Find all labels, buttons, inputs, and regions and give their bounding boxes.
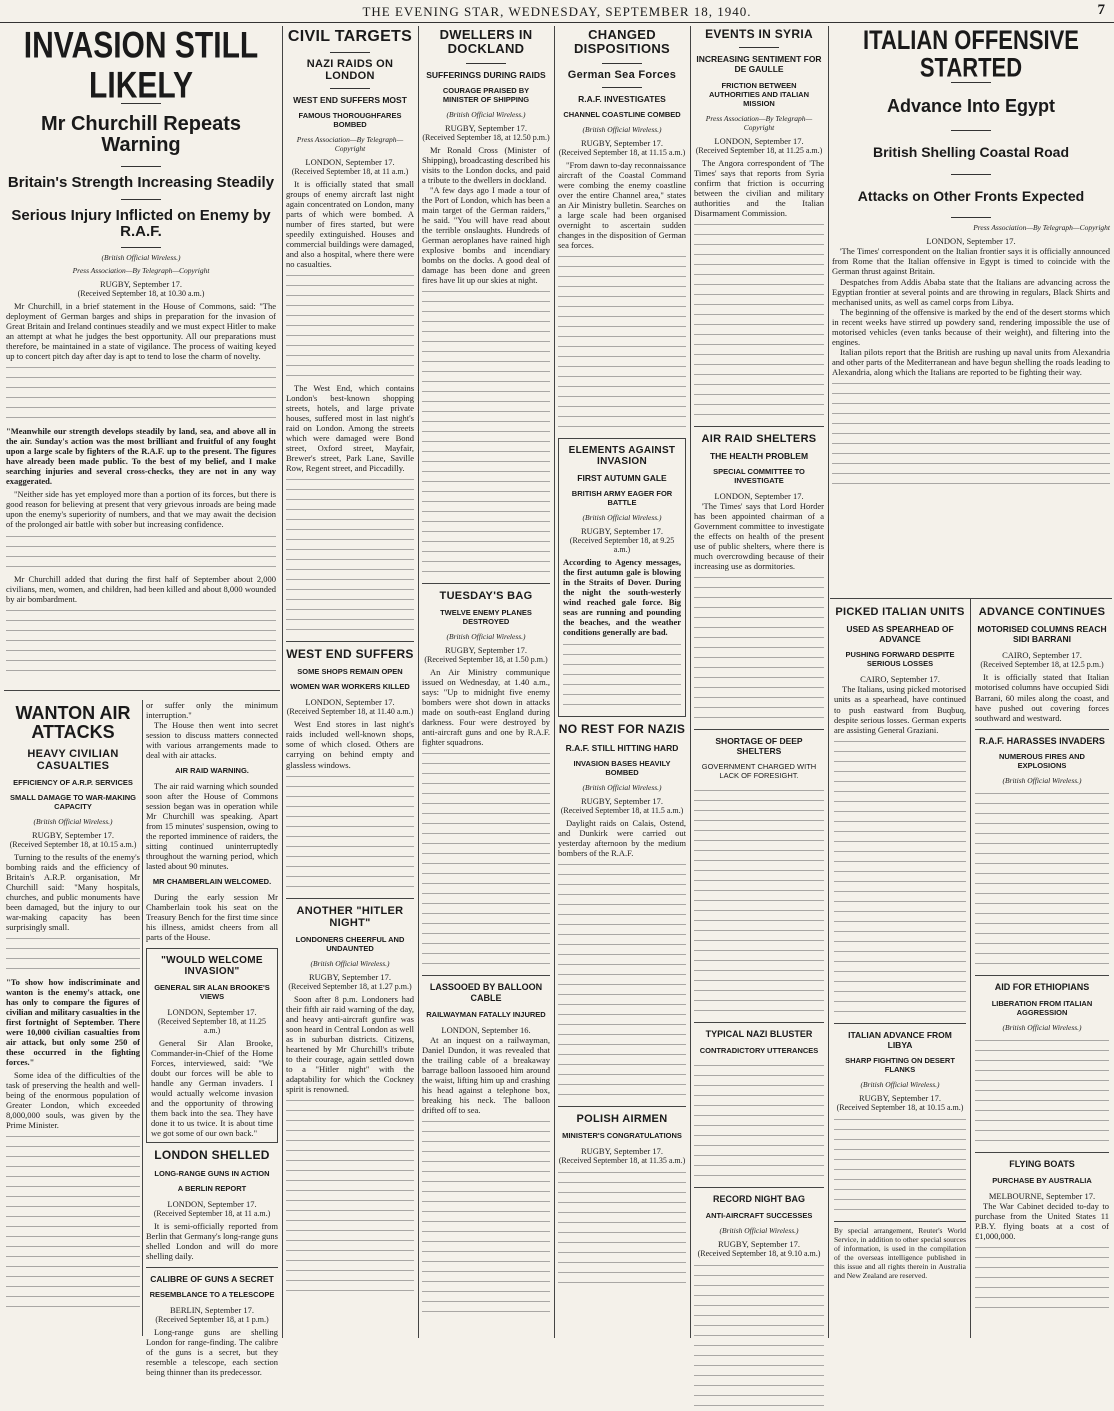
text-lines [834,1115,966,1215]
dateline: RUGBY, September 17. [308,971,391,982]
article-paragraph: General Sir Alan Brooke, Commander-in-Chief of the Home Forces, interviewed, said: "We doubt our forces will be able to handle any German invaders. I would actually welcome invasion and the opportunity of throwing them back into the sea. They have done it to us twice. It is about time we got some of our own back." [151,1038,273,1139]
lead-subheadline: Mr Churchill Repeats Warning [40,113,242,156]
story-subheadline: FAMOUS THOROUGHFARES BOMBED [298,110,402,129]
text-lines [422,1117,550,1317]
divider [146,1267,278,1268]
story-subheadline: ANTI-AIRCRAFT SUCCESSES [705,1211,813,1221]
credit-line: (British Official Wireless.) [101,253,181,263]
story-headline: NO REST FOR NAZIS [558,722,686,737]
article-paragraph: Mr Ronald Cross (Minister of Shipping), broadcasting described his visits to the London docks, and paid a tribute to the dwellers in dockland. [422,144,550,185]
text-lines [286,475,414,635]
divider [739,47,779,48]
dockland-story [422,26,550,1336]
reuters-note: By special arrangement, Reuter's World Service, in addition to other special sources of information, is used in the compilation of the overseas intelligence published in this issue and all rights therein in Australia and New Zealand are reserved. [834,1221,966,1280]
article-paragraph: The air raid warning which sounded soon after the House of Commons session began was in operation while Mr Churchill was speaking. Apart from 15 minutes' suspension, owing to the reported imminence of raiders, the sitting continued uninterruptedly throughout the warning period, which lasted about 90 minutes. [146,781,278,872]
credit-line: Press Association—By Telegraph—Copyright [705,113,813,132]
story-subheadline: SPECIAL COMMITTEE TO INVESTIGATE [713,466,805,485]
text-lines [694,1261,824,1411]
text-lines [558,1168,686,1288]
story-headline: POLISH AIRMEN [576,1112,668,1125]
story-headline: CALIBRE OF GUNS A SECRET [150,1273,274,1284]
story-headline: R.A.F. HARASSES INVADERS [979,735,1105,746]
article-paragraph: Mr Churchill added that during the first half of September about 2,000 civilians, men, women, and children, had been killed and about 8,000 wounded by air bombardment. [6,573,276,604]
text-lines [694,220,824,420]
article-paragraph: The Angora correspondent of 'The Times' says that reports from Syria confirm that friction is occurring between the civilian and military authorities and the Italian Disarmament Commission. [694,157,824,218]
story-headline: AID FOR ETHIOPIANS [994,982,1090,993]
divider [694,1022,824,1023]
page-number: 7 [1097,2,1106,18]
text-lines [975,789,1109,969]
dateline: LONDON, September 16. [441,1024,531,1035]
dateline: LONDON, September 17. [305,697,395,708]
column-rule [554,26,555,1338]
text-lines [6,606,276,676]
divider [975,1152,1109,1153]
dateline: LONDON, September 17. [714,490,804,501]
received-line: (Received September 18, at 10.15 a.m.) [836,1102,964,1112]
credit-line: (British Official Wireless.) [1002,1023,1082,1033]
dateline: RUGBY, September 17. [717,1239,800,1250]
boxed-story [558,438,686,717]
story-subheadline: GOVERNMENT CHARGED WITH LACK OF FORESIGHT. [701,762,817,781]
divider [834,1023,966,1024]
story-headline: CHANGED DISPOSITIONS [573,27,671,57]
credit-line: (British Official Wireless.) [310,958,390,968]
credit-line: (British Official Wireless.) [33,816,113,826]
article-paragraph: Long-range guns are shelling London for range-finding. The calibre of the guns is a secret, but they resemble a telescope, each section being thinner than its predecessor. [146,1326,278,1377]
received-line: (Received September 18, at 10.30 a.m.) [77,289,205,299]
received-line: (Received September 18, at 11.40 a.m.) [286,707,414,717]
divider [694,426,824,427]
text-lines [422,749,550,969]
story-subheadline: LIBERATION FROM ITALIAN AGGRESSION [991,999,1093,1018]
received-line: (Received September 18, at 1.27 p.m.) [288,981,412,991]
credit-line: Press Association—By Telegraph—Copyright [973,223,1110,233]
story-subheadline: AIR RAID WARNING. [175,766,249,776]
story-headline: FLYING BOATS [1009,1159,1075,1170]
civil-targets-story [286,26,414,1336]
article-paragraph: Daylight raids on Calais, Ostend, and Dunkirk were carried out yesterday afternoon by the medium bombers of the R.A.F. [558,817,686,858]
divider [975,729,1109,730]
divider [466,63,506,64]
divider [602,63,642,64]
story-headline: DWELLERS IN DOCKLAND [439,27,533,57]
article-paragraph: West End stores in last night's raids included well-known shops, some of which closed. Others are carrying on behind empty and glassless windows. [286,719,414,770]
column-rule [828,26,829,1338]
story-subheadline: R.A.F. STILL HITTING HARD [565,742,679,753]
dateline: LONDON, September 17. [926,236,1016,247]
story-subheadline: FRICTION BETWEEN AUTHORITIES AND ITALIAN MISSION [709,80,809,108]
divider [975,975,1109,976]
dateline: RUGBY, September 17. [444,645,527,656]
credit-line: (British Official Wireless.) [719,1226,799,1236]
received-line: (Received September 18, at 9.10 a.m.) [697,1249,821,1259]
article-paragraph: The beginning of the offensive is marked by the end of the desert storms which in recent weeks have stirred up powdery sand, rendering impossible the use of motorised vehicles (even tanks because of their weight), and filtering into the engines. [832,306,1110,347]
divider [951,217,991,218]
divider [121,247,161,248]
lead-story [6,26,276,676]
dateline: RUGBY, September 17. [99,279,182,290]
text-lines [286,1096,414,1296]
column-rule [282,26,283,1338]
text-lines [6,1132,140,1312]
divider [830,598,1112,599]
received-line: (Received September 18, at 12.50 p.m.) [422,132,550,142]
story-subheadline: A BERLIN REPORT [177,1183,247,1193]
credit-line: (British Official Wireless.) [1002,776,1082,786]
story-subheadline: SHARP FIGHTING ON DESERT FLANKS [845,1055,955,1074]
story-headline: CIVIL TARGETS [287,28,413,45]
changed-dispositions-story [558,26,686,1336]
story-subheadline: RAILWAYMAN FATALLY INJURED [426,1009,546,1019]
story-headline: ITALIAN ADVANCE FROM LIBYA [848,1029,952,1050]
dateline: LONDON, September 17. [305,156,395,167]
divider [558,1106,686,1107]
text-lines [6,532,276,572]
text-lines [694,573,824,723]
story-headline: WANTON AIR ATTACKS [15,703,131,742]
divider [286,898,414,899]
story-subheadline: SUFFERINGS DURING RAIDS [426,69,546,80]
received-line: (Received September 18, at 10.15 a.m.) [9,839,137,849]
article-paragraph: It is semi-officially reported from Berlin that Germany's long-range guns shelled London and will do more shelling daily. [146,1220,278,1261]
story-headline: TYPICAL NAZI BLUSTER [705,1029,813,1040]
divider [422,975,550,976]
italian-offensive-story [832,26,1110,596]
wanton-air-attacks-story [6,700,140,1336]
story-subheadline: NAZI RAIDS ON LONDON [306,57,394,82]
text-lines [832,379,1110,489]
received-line: (Received September 18, at 11.25 a.m.) [695,145,823,155]
divider [121,199,161,200]
divider [951,130,991,131]
credit-line: (British Official Wireless.) [582,513,662,523]
credit-line: (British Official Wireless.) [860,1079,940,1089]
story-subheadline: Attacks on Other Fronts Expected [857,187,1085,204]
boxed-story [146,948,278,1143]
text-lines [563,640,681,710]
article-bold-paragraph: According to Agency messages, the first autumn gale is blowing in the Straits of Dover. During the night the south-westerly wind reached gale force. Big seas are running and pounding the beaches, and the weather conditions generally are bad. [563,557,681,638]
text-lines [422,287,550,577]
article-bold-paragraph: "To show how indiscriminate and wanton is the enemy's attack, one has only to compare the figures of civilian and military casualties in the first fortnight of September. There were 10,000 civilian casualties from air attack, but only some 250 of these occurred in the fighting forces." [6,977,140,1068]
story-subheadline: MR CHAMBERLAIN WELCOMED. [152,877,272,887]
text-lines [286,772,414,892]
dateline: LONDON, September 17. [714,135,804,146]
article-paragraph: During the early session Mr Chamberlain took his seat on the Treasury Bench for the first time since his illness, amidst cheers from all parts of the House. [146,892,278,943]
text-lines [558,860,686,1100]
text-lines [558,252,686,432]
divider [422,583,550,584]
story-subheadline: TWELVE ENEMY PLANES DESTROYED [440,608,532,627]
credit-line: (British Official Wireless.) [582,124,662,134]
story-subheadline: WEST END SUFFERS MOST [293,94,407,105]
story-subheadline: CHANNEL COASTLINE COMBED [563,109,681,119]
divider [121,166,161,167]
received-line: (Received September 18, at 11.15 a.m.) [558,147,686,157]
received-line: (Received September 18, at 11 a.m.) [153,1208,271,1218]
dateline: MELBOURNE, September 17. [988,1190,1096,1201]
article-paragraph: Mr Churchill, in a brief statement in the House of Commons, said: "The deployment of German barges and ships in preparation for the invasion of Great Britain and Ireland continues steadily and we must expect Hitler to make an attempt at what he judges the best opportunity. All our preparations must therefore, be maintained in a state of vigilance. The process of waiting keyed up to concert pitch day after day is apt to tend to lose the charm of novelty. [6,301,276,362]
story-subheadline: PUSHING FORWARD DESPITE SERIOUS LOSSES [845,650,955,669]
credit-line: Press Association—By Telegraph—Copyright [72,266,210,276]
text-lines [834,737,966,1017]
story-subheadline: SOME SHOPS REMAIN OPEN [297,667,403,677]
story-subheadline: Advance Into Egypt [886,96,1056,117]
credit-line: (British Official Wireless.) [582,782,662,792]
article-paragraph: It is officially stated that Italian motorised columns have occupied Sidi Barrani, 60 miles along the coast, and have pushed out covering forces southward and westward. [975,672,1109,723]
divider [951,174,991,175]
credit-line: Press Association—By Telegraph—Copyright [296,134,404,153]
masthead-title: THE EVENING STAR, WEDNESDAY, SEPTEMBER 18, 1940. [362,4,752,19]
story-subheadline: LONG-RANGE GUNS IN ACTION [154,1168,270,1178]
story-subheadline: WOMEN WAR WORKERS KILLED [290,682,410,692]
article-paragraph: Soon after 8 p.m. Londoners had their fifth air raid warning of the day, and heavy anti-aircraft gunfire was soon heard in Central London as well as in suburban districts. Citizens, heartened by Mr Churchill's tribute to their courage, again settled down to a "Hitler night" with the adaptability for which the Cockney spirit is renowned. [286,993,414,1094]
text-lines [286,271,414,381]
article-paragraph: Despatches from Addis Ababa state that the Italians are advancing across the Egyptian frontier at several points and are throwing in regulars, Black Shirts and mechanised units, as well as camel corps from Libya. [832,276,1110,307]
story-headline: AIR RAID SHELTERS [701,432,817,445]
received-line: (Received September 18, at 1 p.m.) [155,1314,269,1324]
text-lines [6,363,276,423]
column-rule [142,700,143,1336]
received-line: (Received September 18, at 9.25 a.m.) [569,536,675,555]
divider [694,729,824,730]
received-line: (Received September 18, at 1.50 p.m.) [424,655,548,665]
article-paragraph: "From dawn to-day reconnaissance aircraft of the Coastal Command were combing the enemy coastline over the entire Channel area," states an Air Ministry bulletin. Searches on a large scale had been organised overnight to ascertain sudden changes in the disposition of German sea forces. [558,159,686,250]
article-paragraph: Italian pilots report that the British are rushing up naval units from Alexandria and other parts of the Mediterranean and have begun shelling the roads leading to Alexandria, along which the Italians are reported to be fighting their way. [832,346,1110,377]
dateline: LONDON, September 17. [167,1198,257,1209]
masthead [0,0,1114,23]
lead-subheadline-2: Britain's Strength Increasing Steadily [7,174,275,191]
dateline: CAIRO, September 17. [860,674,940,685]
dateline: RUGBY, September 17. [580,1145,663,1156]
article-paragraph: At an inquest on a railwayman, Daniel Dundon, it was revealed that the trailing cable of a breakaway barrage balloon lassooed him around the waist, lifting him up and crashing his head against a telephone box, breaking his neck. The balloon drifted off to sea. [422,1034,550,1115]
story-subheadline: COURAGE PRAISED BY MINISTER OF SHIPPING [442,85,530,104]
dateline: CAIRO, September 17. [1002,650,1082,661]
article-paragraph: or suffer only the minimum interruption." [146,700,278,721]
divider [330,52,370,53]
story-headline: "WOULD WELCOME INVASION" [161,955,263,978]
received-line: (Received September 18, at 12.5 p.m.) [980,660,1104,670]
dateline: RUGBY, September 17. [858,1092,941,1103]
story-headline: LONDON SHELLED [154,1148,270,1163]
column-rule [970,598,971,1338]
advance-continues-story [975,604,1109,1338]
column-rule [690,26,691,1338]
story-subheadline: GENERAL SIR ALAN BROOKE'S VIEWS [154,983,270,1002]
dateline: RUGBY, September 17. [444,122,527,133]
story-headline: ITALIAN OFFENSIVE STARTED [863,24,1079,83]
received-line: (Received September 18, at 11.5 a.m.) [560,805,684,815]
article-paragraph: 'The Times' correspondent on the Italian frontier says it is officially announced from Rome that the Italian offensive in Egypt is timed to coincide with the German thrust against Britain. [832,246,1110,277]
story-subheadline: British Shelling Coastal Road [872,144,1070,161]
text-lines [6,934,140,974]
received-line: (Received September 18, at 11.25 a.m.) [157,1017,267,1036]
story-headline: TUESDAY'S BAG [439,590,533,602]
credit-line: (British Official Wireless.) [446,632,526,642]
story-subheadline: SMALL DAMAGE TO WAR-MAKING CAPACITY [10,792,136,811]
lower-left-stories [146,700,278,1377]
dateline: RUGBY, September 17. [580,795,663,806]
dateline: RUGBY, September 17. [31,829,114,840]
divider [694,1187,824,1188]
story-subheadline: German Sea Forces [567,68,677,81]
story-subheadline: RESEMBLANCE TO A TELESCOPE [149,1289,275,1299]
story-subheadline: EFFICIENCY OF A.R.P. SERVICES [13,777,133,787]
article-paragraph: The War Cabinet decided to-day to purchase from the United States 11 P.B.Y. flying boats at a cost of £1,000,000. [975,1200,1109,1241]
dateline: BERLIN, September 17. [169,1304,255,1315]
article-paragraph: The Italians, using picked motorised units as a spearhead, have continued to push eastward from Buqbuq, despite serious losses. German experts are assisting General Graziani. [834,684,966,735]
story-subheadline: CONTRADICTORY UTTERANCES [699,1046,819,1056]
article-paragraph: Some idea of the difficulties of the task of preserving the health and well-being of the enormous population of Greater London, which exceeded 8,000,000 souls, was given by the Prime Minister. [6,1070,140,1131]
article-paragraph: The House then went into secret session to discuss matters connected with various arrangements made to deal with air attacks. [146,720,278,761]
story-headline: WEST END SUFFERS [286,647,414,662]
story-subheadline: HEAVY CIVILIAN CASUALTIES [27,747,119,772]
story-headline: ADVANCE CONTINUES [978,606,1106,618]
text-lines [694,786,824,1016]
text-lines [975,1243,1109,1313]
credit-line: (British Official Wireless.) [446,109,526,119]
dateline: RUGBY, September 17. [580,137,663,148]
divider [602,87,642,88]
story-headline: EVENTS IN SYRIA [705,27,813,41]
story-subheadline: INCREASING SENTIMENT FOR DE GAULLE [696,54,822,75]
received-line: (Received September 18, at 11.35 a.m.) [558,1155,686,1165]
story-headline: RECORD NIGHT BAG [713,1194,805,1205]
article-paragraph: "Neither side has yet employed more than a portion of its forces, but there is good reason for believing at present that very grievous inroads are being made upon the enemy's superiority of numbers, and that we may await the decision of the prolonged air battle with sober but increasing confidence. [6,489,276,530]
story-subheadline: BRITISH ARMY EAGER FOR BATTLE [571,489,673,508]
dateline: RUGBY, September 17. [580,526,663,537]
received-line: (Received September 18, at 11 a.m.) [291,166,409,176]
story-subheadline: MOTORISED COLUMNS REACH SIDI BARRANI [977,624,1107,645]
story-subheadline: MINISTER'S CONGRATULATIONS [562,1130,682,1140]
story-subheadline: FIRST AUTUMN GALE [577,473,667,484]
column-rule [418,26,419,1338]
article-paragraph: An Air Ministry communique issued on Wednesday, at 1.40 a.m., says: "Up to midnight five enemy bombers were shot down in attacks made on south-east England during darkness. Four were destroyed by anti-aircraft guns and one by R.A.F. fighter squadrons. [422,667,550,748]
story-headline: SHORTAGE OF DEEP SHELTERS [715,736,803,757]
story-subheadline: PURCHASE BY AUSTRALIA [992,1175,1092,1185]
story-subheadline: R.A.F. INVESTIGATES [578,93,666,104]
story-headline: ELEMENTS AGAINST INVASION [568,445,676,468]
story-headline: LASSOOED BY BALLOON CABLE [429,982,543,1004]
article-paragraph: 'The Times' says that Lord Horder has been appointed chairman of a Government committee to investigate the effects on health of the present use of public shelters, where there is much overcrowding because of their increasing use as dormitories. [694,500,824,572]
text-lines [694,1061,824,1181]
article-paragraph: Turning to the results of the enemy's bombing raids and the efficiency of Britain's A.R.P. organisation, Mr Churchill said: "Many hospitals, churches, and public monuments have been damaged, but the injury to our war-making capacity has been surprisingly small. [6,851,140,933]
story-subheadline: NUMEROUS FIRES AND EXPLOSIONS [999,752,1085,771]
text-lines [975,1036,1109,1146]
divider [286,641,414,642]
lead-subheadline-3: Serious Injury Inflicted on Enemy by R.A.F. [11,206,271,240]
story-headline: PICKED ITALIAN UNITS [835,606,965,618]
story-subheadline: USED AS SPEARHEAD OF ADVANCE [846,624,954,645]
divider [330,88,370,89]
article-paragraph: The West End, which contains London's best-known shopping streets, hotels, and large private houses, suffered most in last night's raid on London. Among the streets which were damaged were Bond street, Oxford street, Mayfair, Brewer's street, Park Lane, Saville Row, Regent street, and Piccadilly. [286,383,414,474]
events-in-syria-story [694,26,824,1336]
story-subheadline: INVASION BASES HEAVILY BOMBED [573,758,671,777]
lead-headline: INVASION STILL LIKELY [23,24,259,106]
story-subheadline: LONDONERS CHEERFUL AND UNDAUNTED [295,934,405,953]
article-paragraph: "A few days ago I made a tour of the Port of London, which has been a main target of the German raiders," he said. "You will have read about the terrible onslaughts. Hundreds of German aeroplanes have rained high explosive bombs and incendiary bombs on the docks. A good deal of damage has been done and green fires have lit up our skies at night. [422,184,550,285]
dateline: LONDON, September 17. [167,1007,257,1018]
article-paragraph: It is officially stated that small groups of enemy aircraft last night again concentrated on London, many parts of which were bombed. A number of fires started, but were speedily extinguished. Houses and commercial buildings were damaged, and also a hospital, where there were no casualties. [286,178,414,270]
story-subheadline: THE HEALTH PROBLEM [709,450,809,461]
article-bold-paragraph: "Meanwhile our strength develops steadily by land, sea, and above all in the air. Sunday's action was the most brilliant and fruitful of any fought upon a large scale by fighters of the R.A.F. up to the present. The figures have already been made public. To the best of my belief, and I make searching injuries and several cross-checks, they are not in any way exaggerated. [6,426,276,487]
divider [4,690,280,691]
story-headline: ANOTHER "HITLER NIGHT" [296,904,404,929]
picked-italian-units-story [834,604,966,1338]
